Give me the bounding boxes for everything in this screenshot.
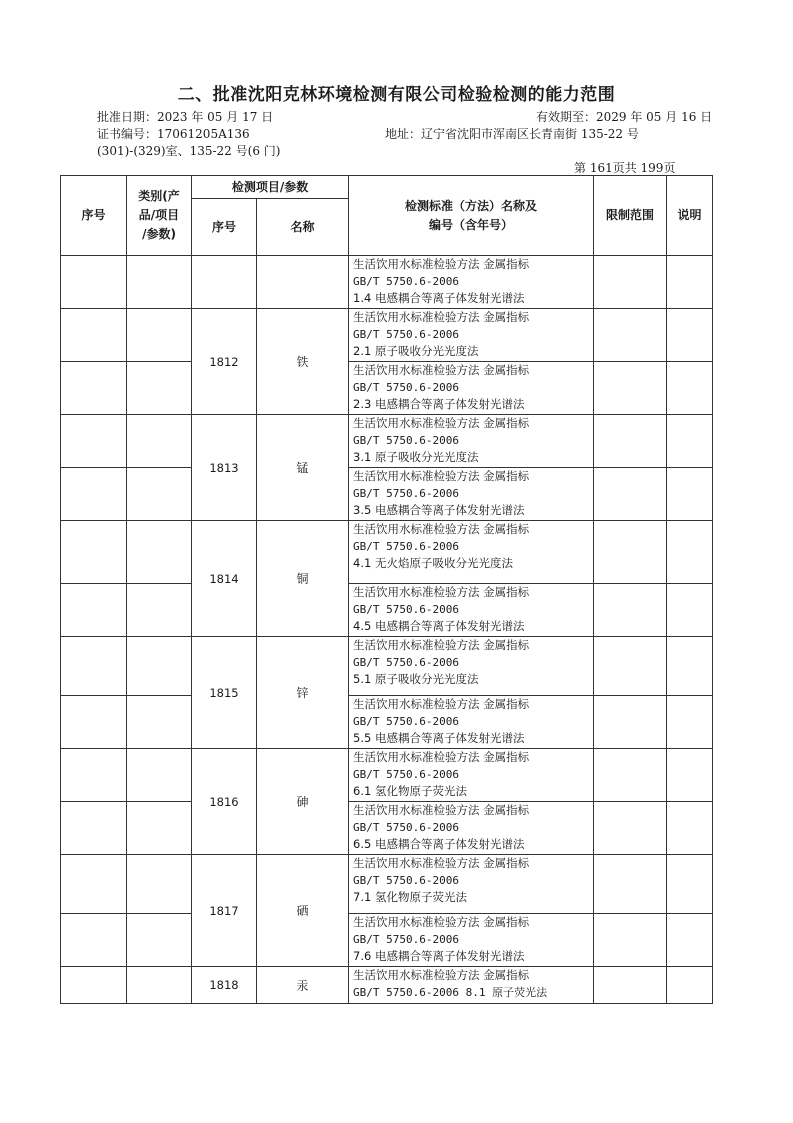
table-row: [61, 637, 713, 696]
header-sub-name: 名称: [257, 199, 349, 256]
table-row: [61, 521, 713, 584]
item-name: 锌: [257, 637, 349, 749]
table-row: [61, 914, 713, 967]
lab-address-continued: (301)-(329)室、135-22 号(6 门): [97, 144, 281, 158]
standard-cell: 生活饮用水标准检验方法 金属指标 GB/T 5750.6-2006 6.5 电感耦合等离子体发射光谱法: [349, 802, 594, 855]
header-seq: 序号: [61, 176, 127, 256]
header-sub-seq: 序号: [192, 199, 257, 256]
table-row: [61, 749, 713, 802]
header-standard: [349, 176, 594, 256]
approval-date: 批准日期：2023 年 05 月 17 日: [97, 110, 274, 124]
certificate-number: 证书编号：17061205A136: [97, 127, 250, 141]
standard-cell: 生活饮用水标准检验方法 金属指标 GB/T 5750.6-2006 6.1 氢化物原子荧光法: [349, 749, 594, 802]
standard-cell: 生活饮用水标准检验方法 金属指标 GB/T 5750.6-2006 1.4 电感耦合等离子体发射光谱法: [349, 256, 594, 309]
item-name: 铜: [257, 521, 349, 637]
standard-cell: 生活饮用水标准检验方法 金属指标 GB/T 5750.6-2006 2.3 电感耦合等离子体发射光谱法: [349, 362, 594, 415]
item-number: 1813: [192, 415, 257, 521]
lab-address: 地址：辽宁省沈阳市浑南区长青南街 135-22 号: [385, 127, 639, 141]
item-number: 1814: [192, 521, 257, 637]
header-limit: 限制范围: [594, 176, 667, 256]
header-standard-line-1: 检测标准（方法）名称及: [405, 198, 538, 213]
standard-cell: 生活饮用水标准检验方法 金属指标 GB/T 5750.6-2006 7.1 氢化物原子荧光法: [349, 855, 594, 914]
header-note: 说明: [667, 176, 713, 256]
table-row: [61, 696, 713, 749]
item-name: 汞: [257, 967, 349, 1004]
standard-cell: 生活饮用水标准检验方法 金属指标 GB/T 5750.6-2006 4.1 无火焰原子吸收分光光度法: [349, 521, 594, 584]
header-category-line-3: /参数): [142, 227, 176, 241]
table-row: [61, 468, 713, 521]
standard-cell: 生活饮用水标准检验方法 金属指标 GB/T 5750.6-2006 2.1 原子吸收分光光度法: [349, 309, 594, 362]
item-name: 硒: [257, 855, 349, 967]
standard-cell: 生活饮用水标准检验方法 金属指标 GB/T 5750.6-2006 3.1 原子吸收分光光度法: [349, 415, 594, 468]
standard-cell: 生活饮用水标准检验方法 金属指标 GB/T 5750.6-2006 8.1 原子荧光法: [349, 967, 594, 1004]
header-category-line-1: 类别(产: [138, 189, 180, 203]
header-category-line-2: 品/项目: [138, 208, 180, 222]
item-number: 1818: [192, 967, 257, 1004]
header-item-group: 检测项目/参数: [192, 176, 349, 199]
item-number: 1812: [192, 309, 257, 415]
header-category: [127, 176, 192, 256]
table-row: [61, 415, 713, 468]
standard-cell: 生活饮用水标准检验方法 金属指标 GB/T 5750.6-2006 7.6 电感耦合等离子体发射光谱法: [349, 914, 594, 967]
table-row: [61, 309, 713, 362]
table-row: [61, 855, 713, 914]
table-row: [61, 256, 713, 309]
item-name: 砷: [257, 749, 349, 855]
item-name: 铁: [257, 309, 349, 415]
table-row: [61, 584, 713, 637]
capability-table: [60, 175, 713, 1004]
standard-cell: 生活饮用水标准检验方法 金属指标 GB/T 5750.6-2006 5.1 原子吸收分光光度法: [349, 637, 594, 696]
document-title: 二、批准沈阳克林环境检测有限公司检验检测的能力范围: [177, 85, 616, 105]
item-name: 锰: [257, 415, 349, 521]
standard-cell: 生活饮用水标准检验方法 金属指标 GB/T 5750.6-2006 4.5 电感耦合等离子体发射光谱法: [349, 584, 594, 637]
valid-until: 有效期至：2029 年 05 月 16 日: [536, 110, 713, 124]
page-indicator: 第 161页共 199页: [574, 161, 676, 175]
table-row: [61, 362, 713, 415]
header-standard-line-2: 编号（含年号）: [429, 217, 514, 232]
item-number: 1817: [192, 855, 257, 967]
standard-cell: 生活饮用水标准检验方法 金属指标 GB/T 5750.6-2006 5.5 电感耦合等离子体发射光谱法: [349, 696, 594, 749]
table-row: [61, 967, 713, 1004]
item-number: 1816: [192, 749, 257, 855]
table-row: [61, 802, 713, 855]
item-number: 1815: [192, 637, 257, 749]
standard-cell: 生活饮用水标准检验方法 金属指标 GB/T 5750.6-2006 3.5 电感耦合等离子体发射光谱法: [349, 468, 594, 521]
